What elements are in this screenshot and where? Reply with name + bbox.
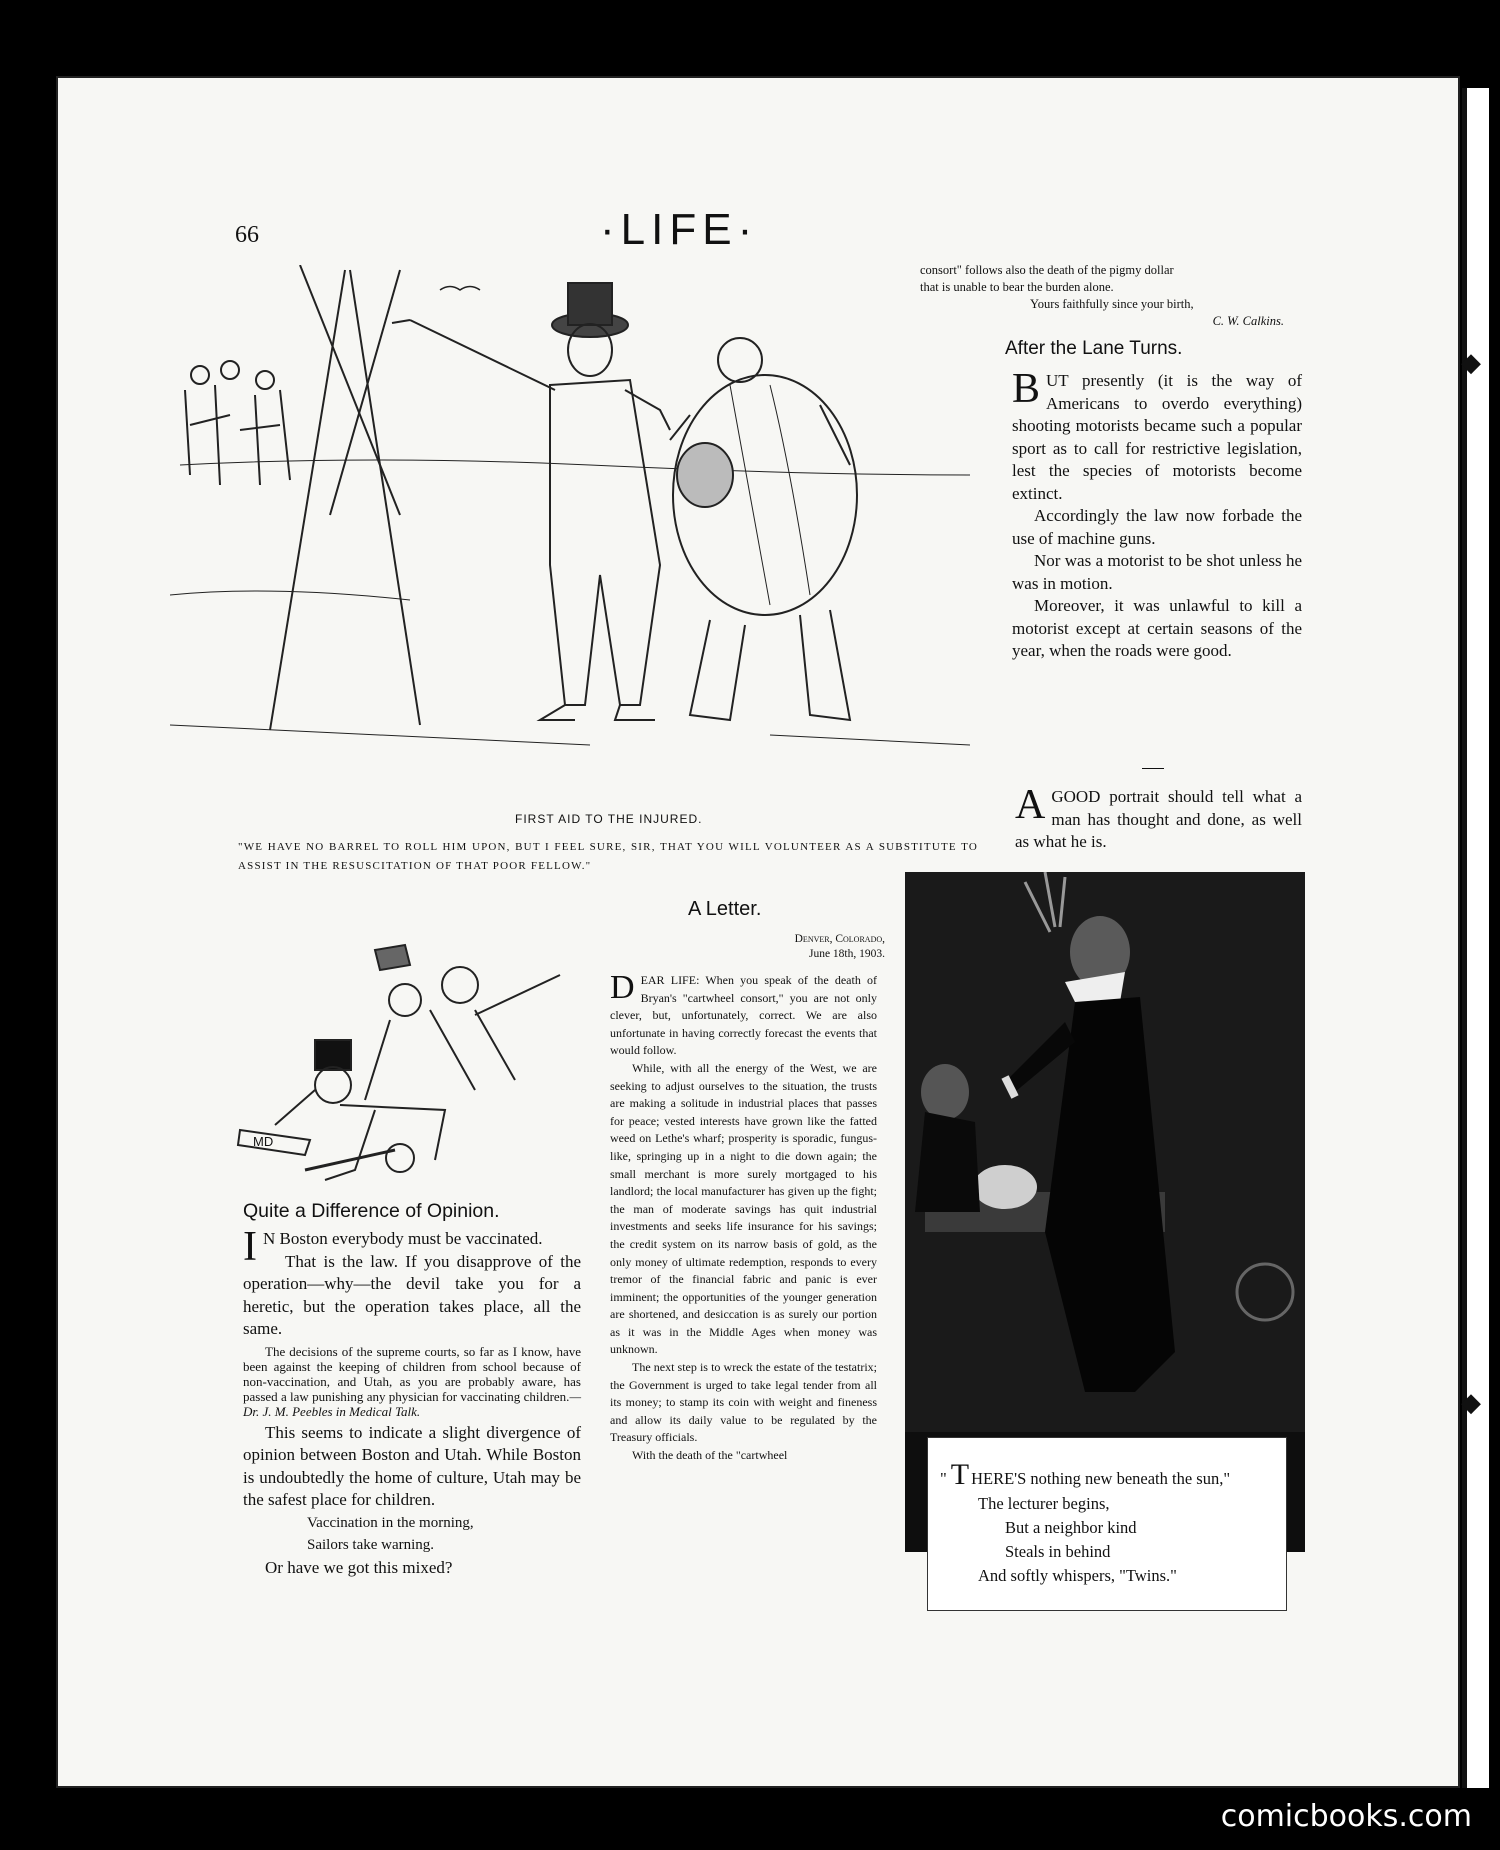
letter-para: The next step is to wreck the estate of the testatrix; the Government is urged to take legal tender from all its money; to stamp its coin with weight and fineness and allow its daily value to be regulated by the Treasury officials. xyxy=(610,1360,877,1445)
opinion-quote-source: —Dr. J. M. Peebles in Medical Talk. xyxy=(243,1388,581,1419)
opinion-heading: Quite a Difference of Opinion. xyxy=(243,1200,500,1222)
opinion-article xyxy=(243,1224,581,1579)
poem-line: HERE'S nothing new beneath the sun," xyxy=(971,1469,1231,1488)
cartoon-caption: "WE HAVE NO BARREL TO ROLL HIM UPON, BUT I FEEL SURE, SIR, THAT YOU WILL VOLUNTEER AS A SUBSTITUTE TO ASSIST IN THE RESUSCITATION OF THAT POOR FELLOW." xyxy=(238,841,978,872)
opinion-quote: The decisions of the supreme courts, so far as I know, have been against the keeping of children from school because of non-vaccination, and Utah, as you are probably aware, has passed a law punishing any physician for vaccinating children. xyxy=(243,1343,581,1404)
lane-turns-heading: After the Lane Turns. xyxy=(1005,338,1183,359)
letter-place: Denver, Colorado, xyxy=(794,933,885,945)
dropcap: I xyxy=(243,1224,257,1270)
binding-mark: ◆ xyxy=(1461,348,1481,377)
poem xyxy=(940,1458,1280,1588)
watermark: comicbooks.com xyxy=(1220,1799,1472,1834)
opinion-para: This seems to indicate a slight divergence of opinion between Boston and Utah. While Boston is undoubtedly the home of culture, Utah may be the safest place for children. xyxy=(243,1422,581,1509)
letter-continuation xyxy=(920,262,1300,330)
dropcap: B xyxy=(1012,366,1041,412)
lane-turns-para: Moreover, it was unlawful to kill a motorist except at certain seasons of the year, when the roads were good. xyxy=(1012,596,1302,660)
binding-mark: ◆ xyxy=(1461,1388,1481,1417)
poem-line: But a neighbor kind xyxy=(1005,1518,1137,1537)
opinion-verse: Vaccination in the morning, xyxy=(307,1514,474,1531)
page-number: 66 xyxy=(235,222,259,248)
cartoon-title: FIRST AID TO THE INJURED. xyxy=(515,812,703,826)
opinion-closing: Or have we got this mixed? xyxy=(265,1557,453,1577)
poem-line: The lecturer begins, xyxy=(978,1494,1110,1513)
lane-turns-para: UT presently (it is the way of Americans to overdo everything) shooting motorists became such a popular sport as to call for restrictive legislation, lest the species of motorists become extinct. xyxy=(1012,371,1302,503)
dropcap: D xyxy=(610,969,635,1006)
poem-open-quote: " xyxy=(940,1469,947,1488)
letter-heading: A Letter. xyxy=(688,898,762,920)
top-cartoon-illustration xyxy=(170,265,970,805)
letter-dateline xyxy=(640,932,885,962)
poem-line: And softly whispers, "Twins." xyxy=(978,1566,1177,1585)
opinion-verse: Sailors take warning. xyxy=(307,1537,435,1553)
next-page-edge xyxy=(1462,88,1489,1788)
dropcap: T xyxy=(950,1458,970,1491)
dropcap: A xyxy=(1015,782,1046,828)
opinion-para: N Boston everybody must be vaccinated. xyxy=(263,1229,543,1248)
lane-turns-para: Accordingly the law now forbade the use of machine guns. xyxy=(1012,506,1302,548)
letter-signature: C. W. Calkins. xyxy=(1212,314,1284,328)
letter-article xyxy=(610,969,877,1465)
letter-date: June 18th, 1903. xyxy=(808,948,885,960)
small-cartoon-illustration xyxy=(235,940,585,1200)
portrait-epigram xyxy=(1015,782,1302,854)
letter-para: EAR LIFE: When you speak of the death of Bryan's "cartwheel consort," you are not only clever, but, unfortunately, correct. We are also unfortunate in having correctly forecast the events that would follow. xyxy=(610,973,877,1058)
letter-closing: Yours faithfully since your birth, xyxy=(1030,297,1194,311)
letter-continuation-line: consort" follows also the death of the pigmy dollar xyxy=(920,263,1174,277)
letter-para: With the death of the "cartwheel xyxy=(632,1448,788,1463)
artist-signature: MD xyxy=(253,1134,274,1149)
divider xyxy=(1142,768,1164,769)
lecturer-illustration xyxy=(905,872,1305,1432)
letter-para: While, with all the energy of the West, we are seeking to adjust ourselves to the situation, the trusts are making a solitude in industrial places that passes for peace; vested interests have grown like the fatted weed on Lethe's wharf; prosperity is sporadic, fungus-like, springing up in a night to die down again; the small merchant is more surely mortgaged to his landlord; the local manufacturer has given up the fight; the man of moderate savings has quit industrial investments and seeks life insurance for his savings; the credit system on its narrow basis of gold, as the only money of ultimate redemption, responds to every tremor of the financial fabric and panic is ever imminent; the opportunities of the younger generation are shortened, and desiccation is as surely our portion as it was in the Middle Ages when money was unknown. xyxy=(610,1060,877,1357)
opinion-para: That is the law. If you disapprove of the operation—why—the devil take you for a heretic, but the operation takes place, all the same. xyxy=(243,1251,581,1338)
lane-turns-article xyxy=(1012,366,1302,663)
letter-continuation-line: that is unable to bear the burden alone. xyxy=(920,280,1114,294)
portrait-text: GOOD portrait should tell what a man has thought and done, as well as what he is. xyxy=(1015,787,1302,851)
masthead-title: ·LIFE· xyxy=(600,205,759,254)
lane-turns-para: Nor was a motorist to be shot unless he was in motion. xyxy=(1012,551,1302,593)
poem-line: Steals in behind xyxy=(1005,1542,1111,1561)
